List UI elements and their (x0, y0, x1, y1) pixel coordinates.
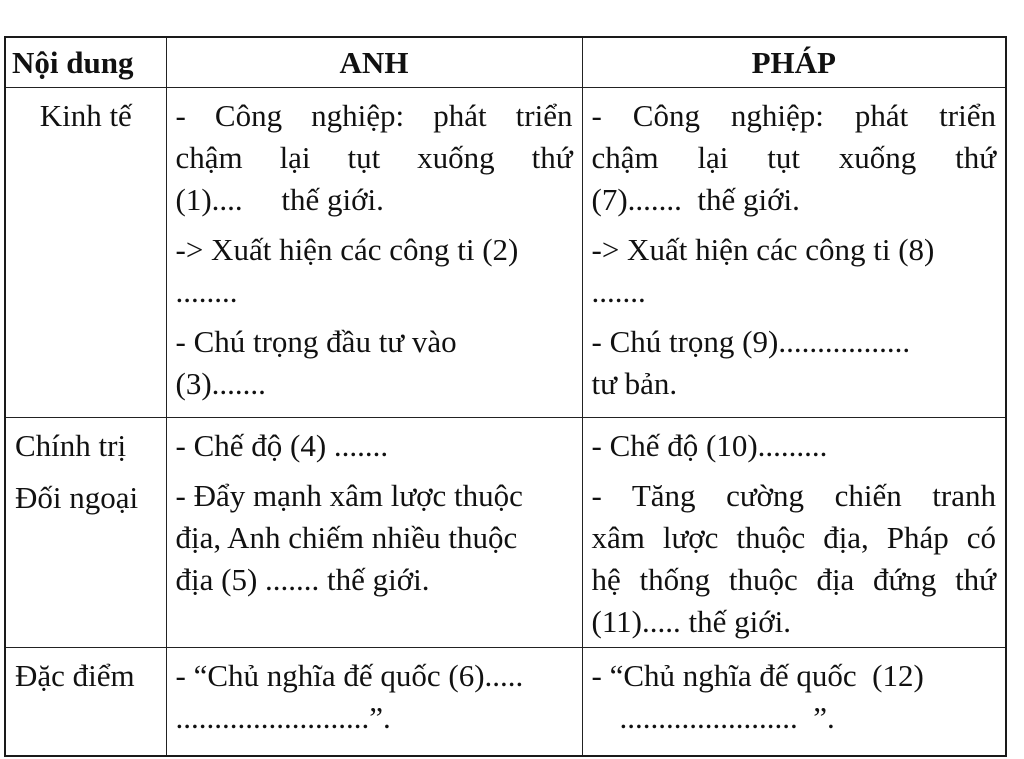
comparison-table (4, 36, 1007, 757)
cell-line: ....... (591, 274, 646, 309)
cell-politics-france (582, 418, 1006, 648)
cell-line: chậm lại tụt xuống thứ (591, 140, 996, 175)
cell-line: ....................... ”. (619, 700, 835, 735)
cell-economy-england (166, 88, 582, 418)
cell-line: xâm lược thuộc địa, Pháp có (591, 520, 996, 555)
cell-line: - Công nghiệp: phát triển (175, 98, 573, 133)
header-content: Nội dung (5, 37, 166, 88)
cell-line: - Chú trọng (9)................. (591, 324, 911, 359)
cell-line: địa, Anh chiếm nhiều thuộc (175, 520, 518, 555)
table-row-politics (5, 418, 1006, 648)
cell-line: tư bản. (591, 366, 678, 401)
cell-line: - “Chủ nghĩa đế quốc (6)..... (175, 658, 524, 693)
cell-line: .........................”. (175, 700, 391, 735)
cell-line: hệ thống thuộc địa đứng thứ (591, 562, 996, 597)
cell-line: địa (5) ....... thế giới. (175, 562, 430, 597)
cell-line: - Chế độ (4) ....... (175, 428, 389, 463)
cell-line: (3)....... (175, 366, 266, 401)
row-label-politics-line2: Đối ngoại (15, 480, 139, 515)
cell-politics-england (166, 418, 582, 648)
cell-line: (11)..... thế giới. (591, 604, 791, 639)
cell-traits-england (166, 648, 582, 757)
cell-line: -> Xuất hiện các công ti (8) (591, 232, 935, 267)
row-label-economy: Kinh tế (5, 88, 166, 418)
cell-line: - “Chủ nghĩa đế quốc (12) (591, 658, 924, 693)
row-label-politics-line1: Chính trị (15, 428, 127, 463)
cell-line: chậm lại tụt xuống thứ (175, 140, 573, 175)
cell-line: -> Xuất hiện các công ti (2) (175, 232, 519, 267)
cell-line: - Chế độ (10)......... (591, 428, 828, 463)
cell-traits-france (582, 648, 1006, 757)
table-row-traits (5, 648, 1006, 757)
row-label-politics (5, 418, 166, 648)
cell-line: ........ (175, 274, 238, 309)
table-header-row (5, 37, 1006, 88)
cell-economy-france (582, 88, 1006, 418)
header-france: PHÁP (582, 37, 1006, 88)
table-row-economy (5, 88, 1006, 418)
row-label-traits: Đặc điểm (5, 648, 166, 757)
header-england: ANH (166, 37, 582, 88)
cell-line: - Chú trọng đầu tư vào (175, 324, 457, 359)
cell-line: (1).... thế giới. (175, 182, 384, 217)
cell-line: (7)....... thế giới. (591, 182, 800, 217)
cell-line: - Công nghiệp: phát triển (591, 98, 996, 133)
cell-line: - Tăng cường chiến tranh (591, 478, 996, 513)
cell-line: - Đẩy mạnh xâm lược thuộc (175, 478, 523, 513)
